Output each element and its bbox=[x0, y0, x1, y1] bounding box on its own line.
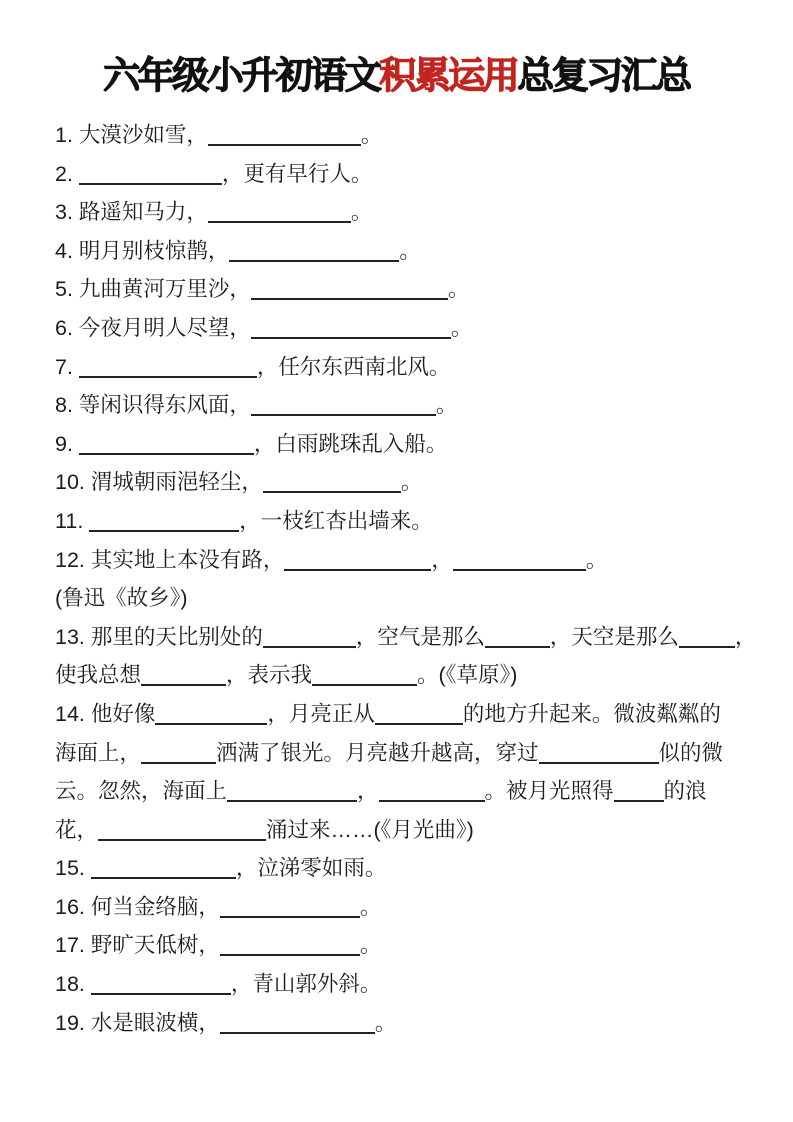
worksheet-line bbox=[55, 116, 765, 155]
line-text: 。 bbox=[447, 277, 470, 302]
fill-in-blank-line bbox=[91, 877, 236, 879]
fill-in-blank-line bbox=[220, 916, 360, 918]
line-text: 2. bbox=[55, 161, 79, 186]
worksheet-line bbox=[55, 348, 765, 387]
worksheet-line bbox=[55, 463, 765, 502]
worksheet-line bbox=[55, 656, 765, 695]
fill-in-blank-line bbox=[312, 684, 417, 686]
worksheet-line bbox=[55, 926, 765, 965]
line-text: ， bbox=[431, 547, 453, 572]
worksheet-body bbox=[55, 116, 765, 1042]
line-text: ，天空是那么 bbox=[549, 624, 679, 649]
line-text: 14. 他好像 bbox=[55, 701, 156, 726]
worksheet-line bbox=[55, 425, 765, 464]
fill-in-blank-line bbox=[263, 491, 401, 493]
line-text: 。 bbox=[400, 470, 423, 495]
line-text: 涌过来……(《月光曲》) bbox=[266, 817, 474, 842]
line-text: (鲁迅《故乡》) bbox=[55, 586, 188, 611]
fill-in-blank-line bbox=[141, 762, 216, 764]
worksheet-line bbox=[55, 193, 765, 232]
line-text: ，一枝红杏出墙来。 bbox=[239, 508, 433, 533]
worksheet-line bbox=[55, 618, 765, 657]
fill-in-blank-line bbox=[251, 337, 451, 339]
fill-in-blank-line bbox=[227, 800, 357, 802]
worksheet-line bbox=[55, 502, 765, 541]
fill-in-blank-line bbox=[141, 684, 226, 686]
line-text: 洒满了银光。月亮越升越高，穿过 bbox=[216, 740, 539, 765]
worksheet-line bbox=[55, 772, 765, 811]
page-title bbox=[0, 52, 793, 100]
fill-in-blank-line bbox=[379, 800, 485, 802]
line-text: ，月亮正从 bbox=[267, 701, 375, 726]
line-text: 。 bbox=[435, 393, 458, 418]
line-text: 。(《草原》) bbox=[417, 663, 518, 688]
worksheet-line bbox=[55, 232, 765, 271]
line-text: 。 bbox=[399, 238, 421, 263]
fill-in-blank-line bbox=[539, 762, 659, 764]
title-segment-2: 总复习汇总 bbox=[517, 55, 690, 96]
fill-in-blank-line bbox=[79, 183, 222, 185]
line-text: ，任尔东西南北风。 bbox=[256, 354, 451, 379]
line-text: 6. 今夜月明人尽望， bbox=[55, 315, 251, 340]
fill-in-blank-line bbox=[229, 260, 399, 262]
line-text: 的地方升起来。微波粼粼的 bbox=[462, 701, 721, 726]
fill-in-blank-line bbox=[251, 414, 436, 416]
line-text: 的浪 bbox=[663, 779, 707, 804]
line-text: 使我总想 bbox=[55, 663, 142, 688]
fill-in-blank-line bbox=[679, 646, 735, 648]
line-text: 4. 明月别枝惊鹊， bbox=[55, 238, 230, 263]
fill-in-blank-line bbox=[98, 839, 266, 841]
line-text: 。 bbox=[450, 315, 473, 340]
line-text: 17. 野旷天低树， bbox=[55, 933, 220, 958]
line-text: 11. bbox=[55, 508, 90, 533]
line-text: 7. bbox=[55, 354, 79, 379]
worksheet-line bbox=[55, 309, 765, 348]
line-text: ， bbox=[734, 624, 757, 649]
line-text: 。 bbox=[359, 894, 382, 919]
worksheet-line bbox=[55, 849, 765, 888]
line-text: 16. 何当金络脑， bbox=[55, 894, 220, 919]
line-text: ，空气是那么 bbox=[355, 624, 485, 649]
worksheet-line bbox=[55, 811, 765, 850]
line-text: 15. bbox=[55, 856, 91, 881]
line-text: ，更有早行人。 bbox=[221, 161, 373, 186]
line-text: 。 bbox=[360, 123, 383, 147]
line-text: 。 bbox=[374, 1010, 397, 1035]
line-text: 18. bbox=[55, 972, 91, 997]
line-text: 云。忽然，海面上 bbox=[55, 779, 228, 804]
worksheet-line bbox=[55, 270, 765, 309]
fill-in-blank-line bbox=[453, 569, 586, 571]
line-text: 。被月光照得 bbox=[484, 779, 614, 804]
line-text: 海面上， bbox=[55, 740, 142, 765]
line-text: 5. 九曲黄河万里沙， bbox=[55, 277, 251, 302]
fill-in-blank-line bbox=[208, 144, 361, 146]
line-text: 1. 大漠沙如雪， bbox=[55, 123, 208, 147]
line-text: 。 bbox=[585, 547, 608, 572]
line-text: 10. 渭城朝雨浥轻尘， bbox=[55, 470, 263, 495]
fill-in-blank-line bbox=[614, 800, 664, 802]
fill-in-blank-line bbox=[263, 646, 356, 648]
fill-in-blank-line bbox=[155, 723, 267, 725]
line-text: 19. 水是眼波横， bbox=[55, 1010, 220, 1035]
title-segment-0: 六年级小升初语文 bbox=[103, 55, 380, 96]
fill-in-blank-line bbox=[220, 954, 360, 956]
worksheet-line bbox=[55, 888, 765, 927]
line-text: 12. 其实地上本没有路， bbox=[55, 547, 285, 572]
worksheet-line bbox=[55, 579, 765, 618]
line-text: ，青山郭外斜。 bbox=[230, 972, 382, 997]
line-text: 。 bbox=[350, 200, 373, 225]
line-text: 9. bbox=[55, 431, 79, 456]
line-text: ， bbox=[357, 779, 379, 804]
fill-in-blank-line bbox=[220, 1032, 375, 1034]
line-text: 花， bbox=[55, 817, 99, 842]
line-text: ，白雨跳珠乱入船。 bbox=[253, 431, 448, 456]
fill-in-blank-line bbox=[284, 569, 431, 571]
fill-in-blank-line bbox=[251, 298, 448, 300]
fill-in-blank-line bbox=[208, 221, 351, 223]
line-text: 。 bbox=[359, 933, 382, 958]
line-text: 3. 路遥知马力， bbox=[55, 200, 208, 225]
fill-in-blank-line bbox=[89, 530, 239, 532]
title-segment-1: 积累运用 bbox=[379, 55, 518, 96]
line-text: ，表示我 bbox=[226, 663, 313, 688]
line-text: 13. 那里的天比别处的 bbox=[55, 624, 263, 649]
fill-in-blank-line bbox=[79, 453, 254, 455]
worksheet-line bbox=[55, 541, 765, 580]
fill-in-blank-line bbox=[91, 993, 231, 995]
fill-in-blank-line bbox=[485, 646, 550, 648]
fill-in-blank-line bbox=[375, 723, 463, 725]
line-text: 8. 等闲识得东风面， bbox=[55, 393, 251, 418]
worksheet-line bbox=[55, 734, 765, 773]
worksheet-line bbox=[55, 155, 765, 194]
worksheet-line bbox=[55, 695, 765, 734]
worksheet-line bbox=[55, 1004, 765, 1043]
line-text: ，泣涕零如雨。 bbox=[235, 856, 387, 881]
fill-in-blank-line bbox=[79, 376, 257, 378]
line-text: 似的微 bbox=[658, 740, 724, 765]
worksheet-line bbox=[55, 386, 765, 425]
worksheet-line bbox=[55, 965, 765, 1004]
